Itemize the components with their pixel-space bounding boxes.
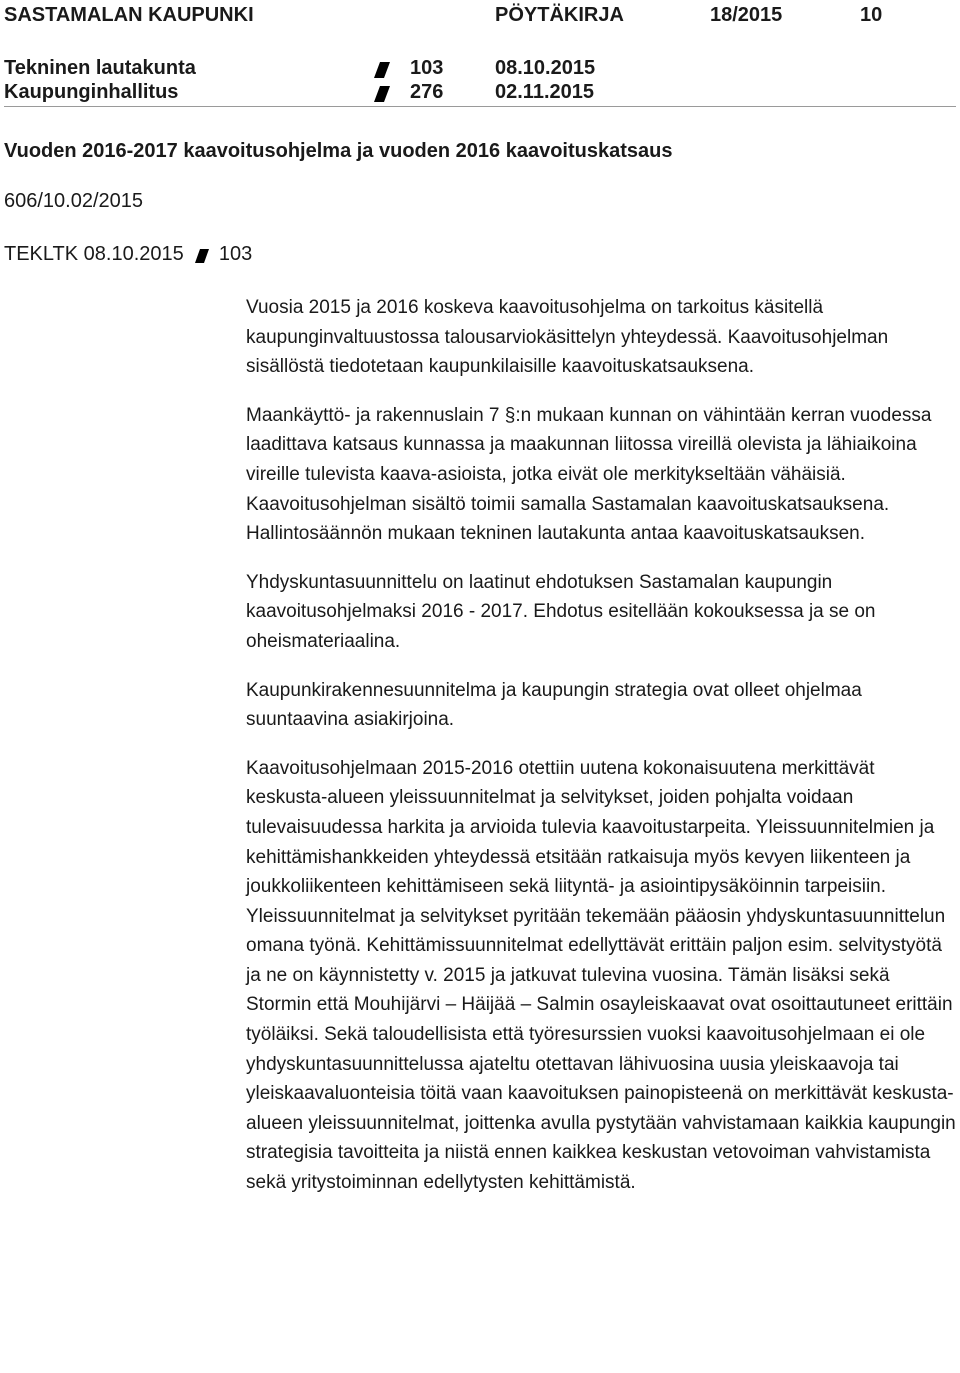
- body-name-1: Tekninen lautakunta: [4, 57, 196, 79]
- paragraph: Kaupunkirakennesuunnitelma ja kaupungin strategia ovat olleet ohjelmaa suuntaavina asiakirjoina.: [246, 679, 862, 731]
- municipality-name: SASTAMALAN KAUPUNKI: [4, 4, 254, 26]
- meeting-reference: [4, 242, 252, 266]
- document-type: PÖYTÄKIRJA: [495, 4, 624, 26]
- paragraph: Vuosia 2015 ja 2016 koskeva kaavoitusohjelma on tarkoitus käsitellä kaupunginvaltuustossa talousarviokäsittelyn yhteydessä. Kaavoitusohjelman sisällöstä tiedotetaan kaupunkilaisille kaavoituskatsauksena.: [246, 297, 889, 378]
- header-divider: [4, 106, 956, 107]
- meeting-section: 103: [218, 243, 253, 265]
- section-sign-icon: [372, 80, 392, 104]
- body-name-2: Kaupunginhallitus: [4, 81, 179, 103]
- paragraph: Kaavoitusohjelmaan 2015-2016 otettiin uutena kokonaisuutena merkittävät keskusta-alueen yleissuunnitelmat ja selvitykset, joiden pohjalta voidaan tulevaisuudessa harkita ja arvioida tulevia kaavoitustarpeita. Yleissuunnitelmien ja kehittämishankkeiden yhteydessä etsitään ratkaisuja myös kevyen liikenteen ja joukkoliikenteen kehittämiseen sekä liityntä- ja asiointipysäköinnin tarpeisiin. Yleissuunnitelmat ja selvitykset pyritään tekemään pääosin yhdyskuntasuunnittelun omana työnä. Kehittämissuunnitelmat edellyttävät erittäin paljon esim. selvitystyötä ja ne on käynnistetty v. 2015 ja jatkuvat tulevina vuosina. Tämän lisäksi sekä Stormin että Mouhijärvi – Häijää – Salmin osayleiskaavat ovat osoittautuneet erittäin työläiksi. Sekä taloudellisista että työresurssien vuoksi kaavoitusohjelmaan ei ole yhdyskuntasuunnittelussa ajateltu otettavan lähivuosina uusia yleiskaavoja tai yleiskaavaluonteisia töitä vaan kaavoituksen painopisteenä on merkittävät keskusta-alueen yleissuunnitelmat, joittenka avulla pystytään vahvistamaan kaikkia kaupungin strategisia tavoitteita ja niistä ennen kaikkea keskustan vetovoiman vahvistamista sekä yritystoiminnan edellytysten kehittämistä.: [246, 757, 956, 1194]
- body-section-2: [372, 80, 443, 104]
- body-section-1: [372, 56, 443, 80]
- body-date-2: 02.11.2015: [495, 81, 594, 103]
- reference-number: 606/10.02/2015: [4, 190, 144, 212]
- section-sign-icon: [193, 242, 211, 266]
- meeting-line: TEKLTK 08.10.2015: [4, 243, 184, 265]
- item-body: [246, 293, 956, 1198]
- paragraph: Maankäyttö- ja rakennuslain 7 §:n mukaan kunnan on vähintään kerran vuodessa laadittava katsaus kunnassa ja maakunnan liitossa vireillä olevista ja lähiaikoina vireille tulevista kaava-asioista, jotka eivät ole merkitykseltään vähäisiä. Kaavoitusohjelman sisältö toimii samalla Sastamalan kaavoituskatsauksena. Hallintosäännön mukaan tekninen lautakunta antaa kaavoituskatsauksen.: [246, 404, 932, 545]
- document-number: 18/2015: [710, 4, 783, 26]
- page-number: 10: [860, 4, 883, 26]
- section-sign-icon: [372, 56, 392, 80]
- item-title: Vuoden 2016-2017 kaavoitusohjelma ja vuoden 2016 kaavoituskatsaus: [4, 140, 673, 162]
- section-number: 276: [410, 81, 444, 103]
- body-date-1: 08.10.2015: [495, 57, 596, 79]
- paragraph: Yhdyskuntasuunnittelu on laatinut ehdotuksen Sastamalan kaupungin kaavoitusohjelmaksi 2016 - 2017. Ehdotus esitellään kokouksessa ja se on oheismateriaalina.: [246, 571, 876, 652]
- section-number: 103: [410, 57, 444, 79]
